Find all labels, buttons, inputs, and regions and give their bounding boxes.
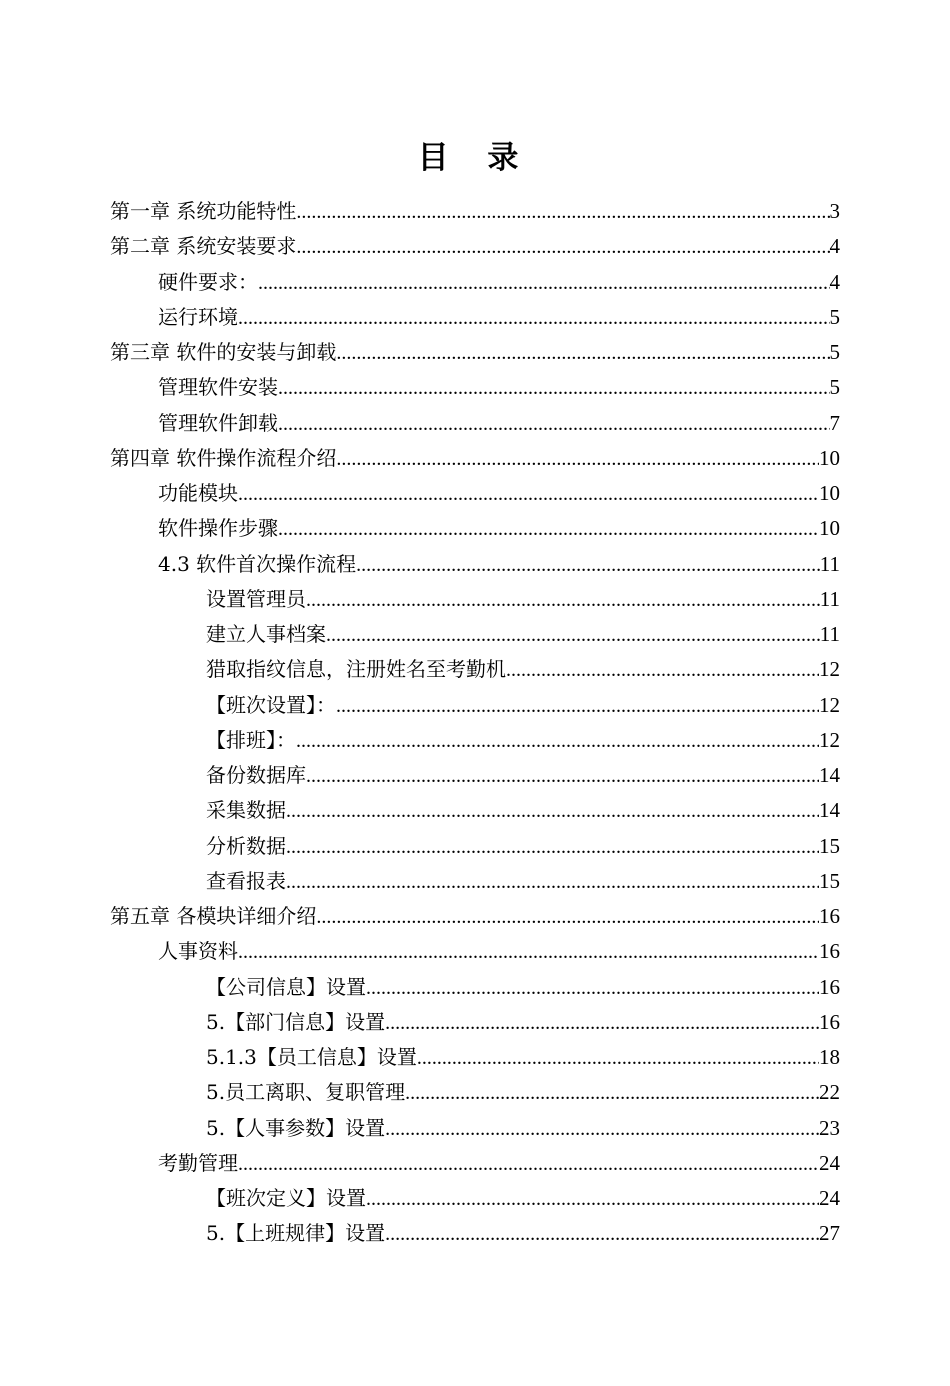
toc-page-number: 14 <box>819 763 840 787</box>
toc-entry-text: 查看报表 <box>206 869 286 893</box>
toc-leader-dots <box>286 830 819 865</box>
toc-entry-text: 第三章 软件的安装与卸载 <box>110 340 337 364</box>
toc-page-number: 24 <box>819 1186 840 1210</box>
toc-entry[interactable] <box>206 652 840 687</box>
toc-leader-dots <box>238 1147 819 1182</box>
toc-page-number: 15 <box>819 869 840 893</box>
toc-entry-text: 硬件要求： <box>158 270 258 294</box>
toc-page-number: 11 <box>819 552 840 576</box>
toc-page-number: 5 <box>829 340 840 364</box>
toc-entry[interactable] <box>206 1181 840 1216</box>
toc-entry[interactable] <box>158 476 840 511</box>
toc-entry[interactable] <box>158 406 840 441</box>
toc-leader-dots <box>336 442 819 477</box>
toc-entry-text: 4.3 软件首次操作流程 <box>158 552 357 576</box>
toc-entry-text: 【班次定义】设置 <box>206 1186 366 1210</box>
toc-leader-dots <box>366 971 819 1006</box>
toc-leader-dots <box>286 865 819 900</box>
toc-entry-text: 第四章 软件操作流程介绍 <box>110 446 337 470</box>
toc-entry-text: 【排班】： <box>206 728 296 752</box>
toc-leader-dots <box>336 336 829 371</box>
toc-entry[interactable] <box>206 723 840 758</box>
toc-leader-dots <box>296 195 829 230</box>
toc-entry[interactable] <box>110 441 840 476</box>
toc-entry[interactable] <box>158 1146 840 1181</box>
toc-entry-text: 【公司信息】设置 <box>206 975 366 999</box>
toc-page-number: 4 <box>829 270 840 294</box>
toc-leader-dots <box>258 266 830 301</box>
toc-entry[interactable] <box>206 793 840 828</box>
toc-entry-text: 第二章 系统安装要求 <box>110 234 297 258</box>
toc-leader-dots <box>385 1217 819 1252</box>
toc-entry[interactable] <box>158 300 840 335</box>
toc-leader-dots <box>306 759 819 794</box>
toc-page-number: 16 <box>819 1010 840 1034</box>
toc-entry-text: 设置管理员 <box>206 587 306 611</box>
toc-leader-dots <box>326 618 820 653</box>
toc-entry-text: 管理软件安装 <box>158 375 278 399</box>
toc-leader-dots <box>356 548 820 583</box>
toc-leader-dots <box>278 512 819 547</box>
toc-page-number: 10 <box>819 516 840 540</box>
toc-leader-dots <box>238 935 819 970</box>
toc-page-number: 5 <box>829 305 840 329</box>
toc-entry-text: 软件操作步骤 <box>158 516 278 540</box>
toc-leader-dots <box>296 230 829 265</box>
toc-page-number: 12 <box>819 693 840 717</box>
toc-leader-dots <box>238 477 819 512</box>
toc-page-number: 16 <box>819 975 840 999</box>
toc-entry[interactable] <box>206 1005 840 1040</box>
toc-entry-text: 第五章 各模块详细介绍 <box>110 904 317 928</box>
toc-entry[interactable] <box>158 370 840 405</box>
toc-entry-text: 5.【上班规律】设置 <box>206 1221 386 1245</box>
toc-entry[interactable] <box>110 194 840 229</box>
toc-entry-text: 运行环境 <box>158 305 238 329</box>
toc-entry[interactable] <box>206 1075 840 1110</box>
toc-entry-text: 5.【人事参数】设置 <box>206 1116 386 1140</box>
toc-entry[interactable] <box>158 934 840 969</box>
toc-entry[interactable] <box>206 758 840 793</box>
toc-title: 目 录 <box>417 140 533 176</box>
toc-page-number: 22 <box>819 1080 840 1104</box>
toc-page-number: 27 <box>819 1221 840 1245</box>
toc-page-number: 10 <box>819 446 840 470</box>
toc-entry-text: 第一章 系统功能特性 <box>110 199 297 223</box>
toc-entry[interactable] <box>206 1040 840 1075</box>
toc-page-number: 7 <box>829 411 840 435</box>
toc-page-number: 11 <box>819 587 840 611</box>
toc-page-number: 15 <box>819 834 840 858</box>
toc-leader-dots <box>366 1182 819 1217</box>
toc-entry[interactable] <box>206 688 840 723</box>
toc-entry-text: 分析数据 <box>206 834 286 858</box>
toc-entry-text: 【班次设置】： <box>206 693 336 717</box>
toc-entry[interactable] <box>206 1216 840 1251</box>
toc-page-number: 4 <box>829 234 840 258</box>
toc-leader-dots <box>405 1076 819 1111</box>
toc-entry[interactable] <box>110 229 840 264</box>
toc-entry[interactable] <box>206 864 840 899</box>
toc-entry[interactable] <box>110 899 840 934</box>
toc-entry[interactable] <box>206 970 840 1005</box>
toc-page-number: 10 <box>819 481 840 505</box>
toc-page-number: 12 <box>819 728 840 752</box>
toc-leader-dots <box>385 1112 819 1147</box>
toc-entry[interactable] <box>206 617 840 652</box>
toc-leader-dots <box>385 1006 819 1041</box>
toc-entry-text: 建立人事档案 <box>206 622 326 646</box>
toc-entry-text: 考勤管理 <box>158 1151 238 1175</box>
toc-leader-dots <box>296 724 819 759</box>
toc-entry-text: 功能模块 <box>158 481 238 505</box>
toc-entry-text: 5.1.3【员工信息】设置 <box>206 1045 417 1069</box>
toc-entry-text: 管理软件卸载 <box>158 411 278 435</box>
toc-page-number: 11 <box>819 622 840 646</box>
toc-page-number: 18 <box>819 1045 840 1069</box>
toc-page-number: 23 <box>819 1116 840 1140</box>
toc-page-number: 3 <box>829 199 840 223</box>
toc-entry[interactable] <box>206 1111 840 1146</box>
toc-entry-text: 猎取指纹信息，注册姓名至考勤机 <box>206 657 506 681</box>
toc-entry[interactable] <box>158 547 840 582</box>
toc-page-number: 5 <box>829 375 840 399</box>
toc-page-number: 16 <box>819 904 840 928</box>
toc-entry-text: 5.员工离职、复职管理 <box>206 1080 406 1104</box>
toc-leader-dots <box>316 900 819 935</box>
toc-entry[interactable] <box>206 829 840 864</box>
toc-leader-dots <box>278 371 830 406</box>
toc-leader-dots <box>506 653 819 688</box>
toc-entry[interactable] <box>110 335 840 370</box>
toc-leader-dots <box>417 1041 819 1076</box>
toc-leader-dots <box>286 794 819 829</box>
toc-leader-dots <box>278 407 830 442</box>
toc-entry[interactable] <box>158 511 840 546</box>
toc-leader-dots <box>238 301 830 336</box>
toc-leader-dots <box>336 689 819 724</box>
toc-page-number: 12 <box>819 657 840 681</box>
toc-leader-dots <box>306 583 820 618</box>
toc-page-number: 16 <box>819 939 840 963</box>
toc-entry-text: 5.【部门信息】设置 <box>206 1010 386 1034</box>
toc-entry[interactable] <box>158 265 840 300</box>
toc-entry-text: 采集数据 <box>206 798 286 822</box>
toc-entry-text: 备份数据库 <box>206 763 306 787</box>
toc-entry-text: 人事资料 <box>158 939 238 963</box>
toc-page-number: 24 <box>819 1151 840 1175</box>
toc-page-number: 14 <box>819 798 840 822</box>
toc-entry[interactable] <box>206 582 840 617</box>
